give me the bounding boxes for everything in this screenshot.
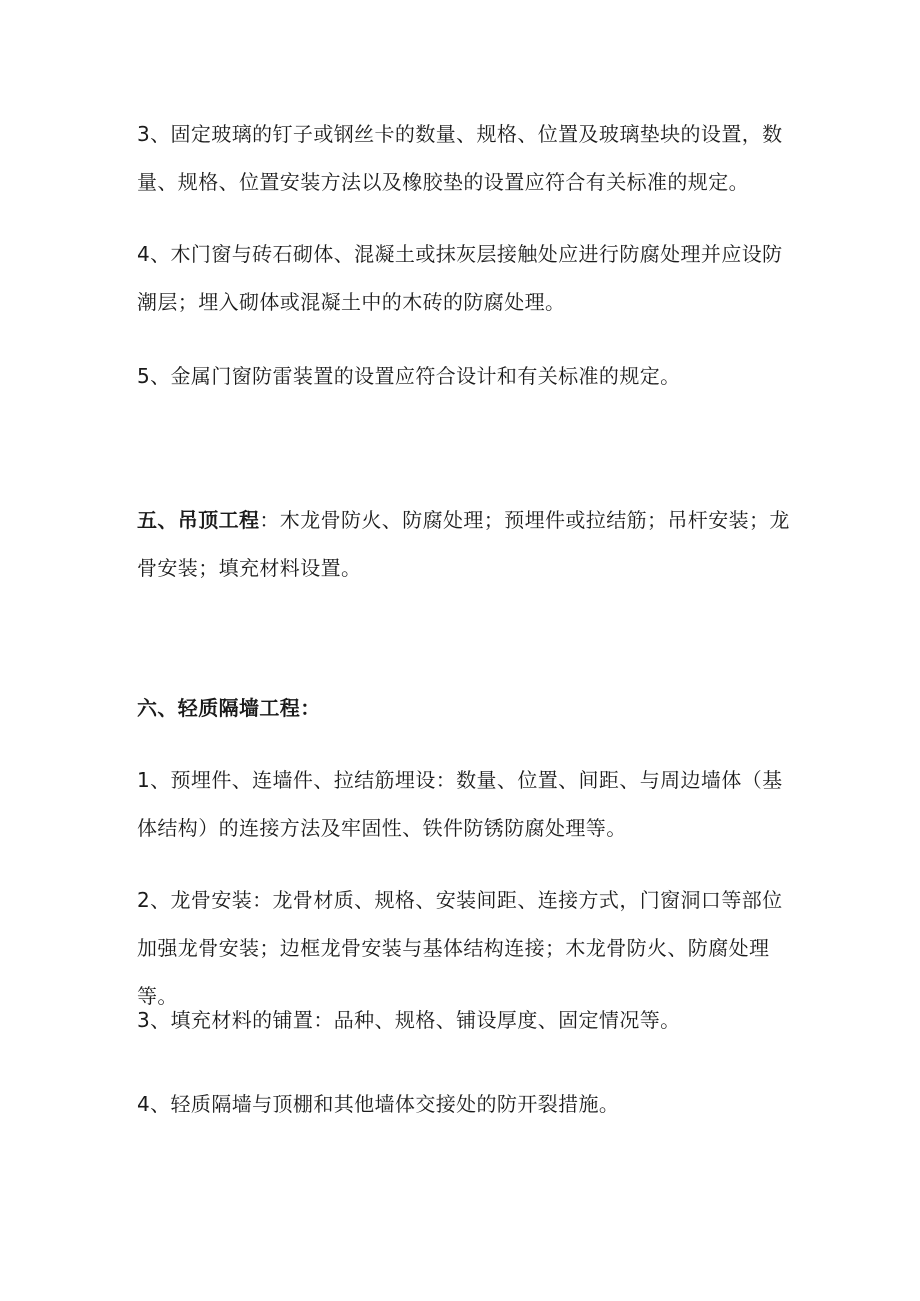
section-6-heading: 六、轻质隔墙工程：	[137, 696, 321, 720]
paragraph-6-item-1-embedded-parts: 1、预埋件、连墙件、拉结筋埋设：数量、位置、间距、与周边墙体（基体结构）的连接方法及牢固性、铁件防锈防腐处理等。	[137, 768, 783, 840]
paragraph-item-3-glass-fixing: 3、固定玻璃的钉子或钢丝卡的数量、规格、位置及玻璃垫块的设置，数量、规格、位置安装方法以及橡胶垫的设置应符合有关标准的规定。	[137, 122, 783, 194]
paragraph-item-5-lightning-protection: 5、金属门窗防雷装置的设置应符合设计和有关标准的规定。	[137, 364, 681, 388]
paragraph-6-item-2-keel-installation: 2、龙骨安装：龙骨材质、规格、安装间距、连接方式，门窗洞口等部位加强龙骨安装；边框龙骨安装与基体结构连接；木龙骨防火、防腐处理等。	[137, 888, 783, 1008]
section-5-heading: 五、吊顶工程	[137, 508, 260, 532]
section-5-ceiling-paragraph	[137, 496, 792, 592]
paragraph-6-item-3-filling-material: 3、填充材料的铺置：品种、规格、铺设厚度、固定情况等。	[137, 1008, 681, 1032]
paragraph-6-item-4-anti-crack: 4、轻质隔墙与顶棚和其他墙体交接处的防开裂措施。	[137, 1092, 620, 1116]
paragraph-item-4-wood-window-anticorrosion: 4、木门窗与砖石砌体、混凝土或抹灰层接触处应进行防腐处理并应设防潮层；埋入砌体或混凝土中的木砖的防腐处理。	[137, 242, 783, 314]
section-5-body: ：木龙骨防火、防腐处理；预埋件或拉结筋；吊杆安装；龙骨安装；填充材料设置。	[137, 508, 790, 580]
